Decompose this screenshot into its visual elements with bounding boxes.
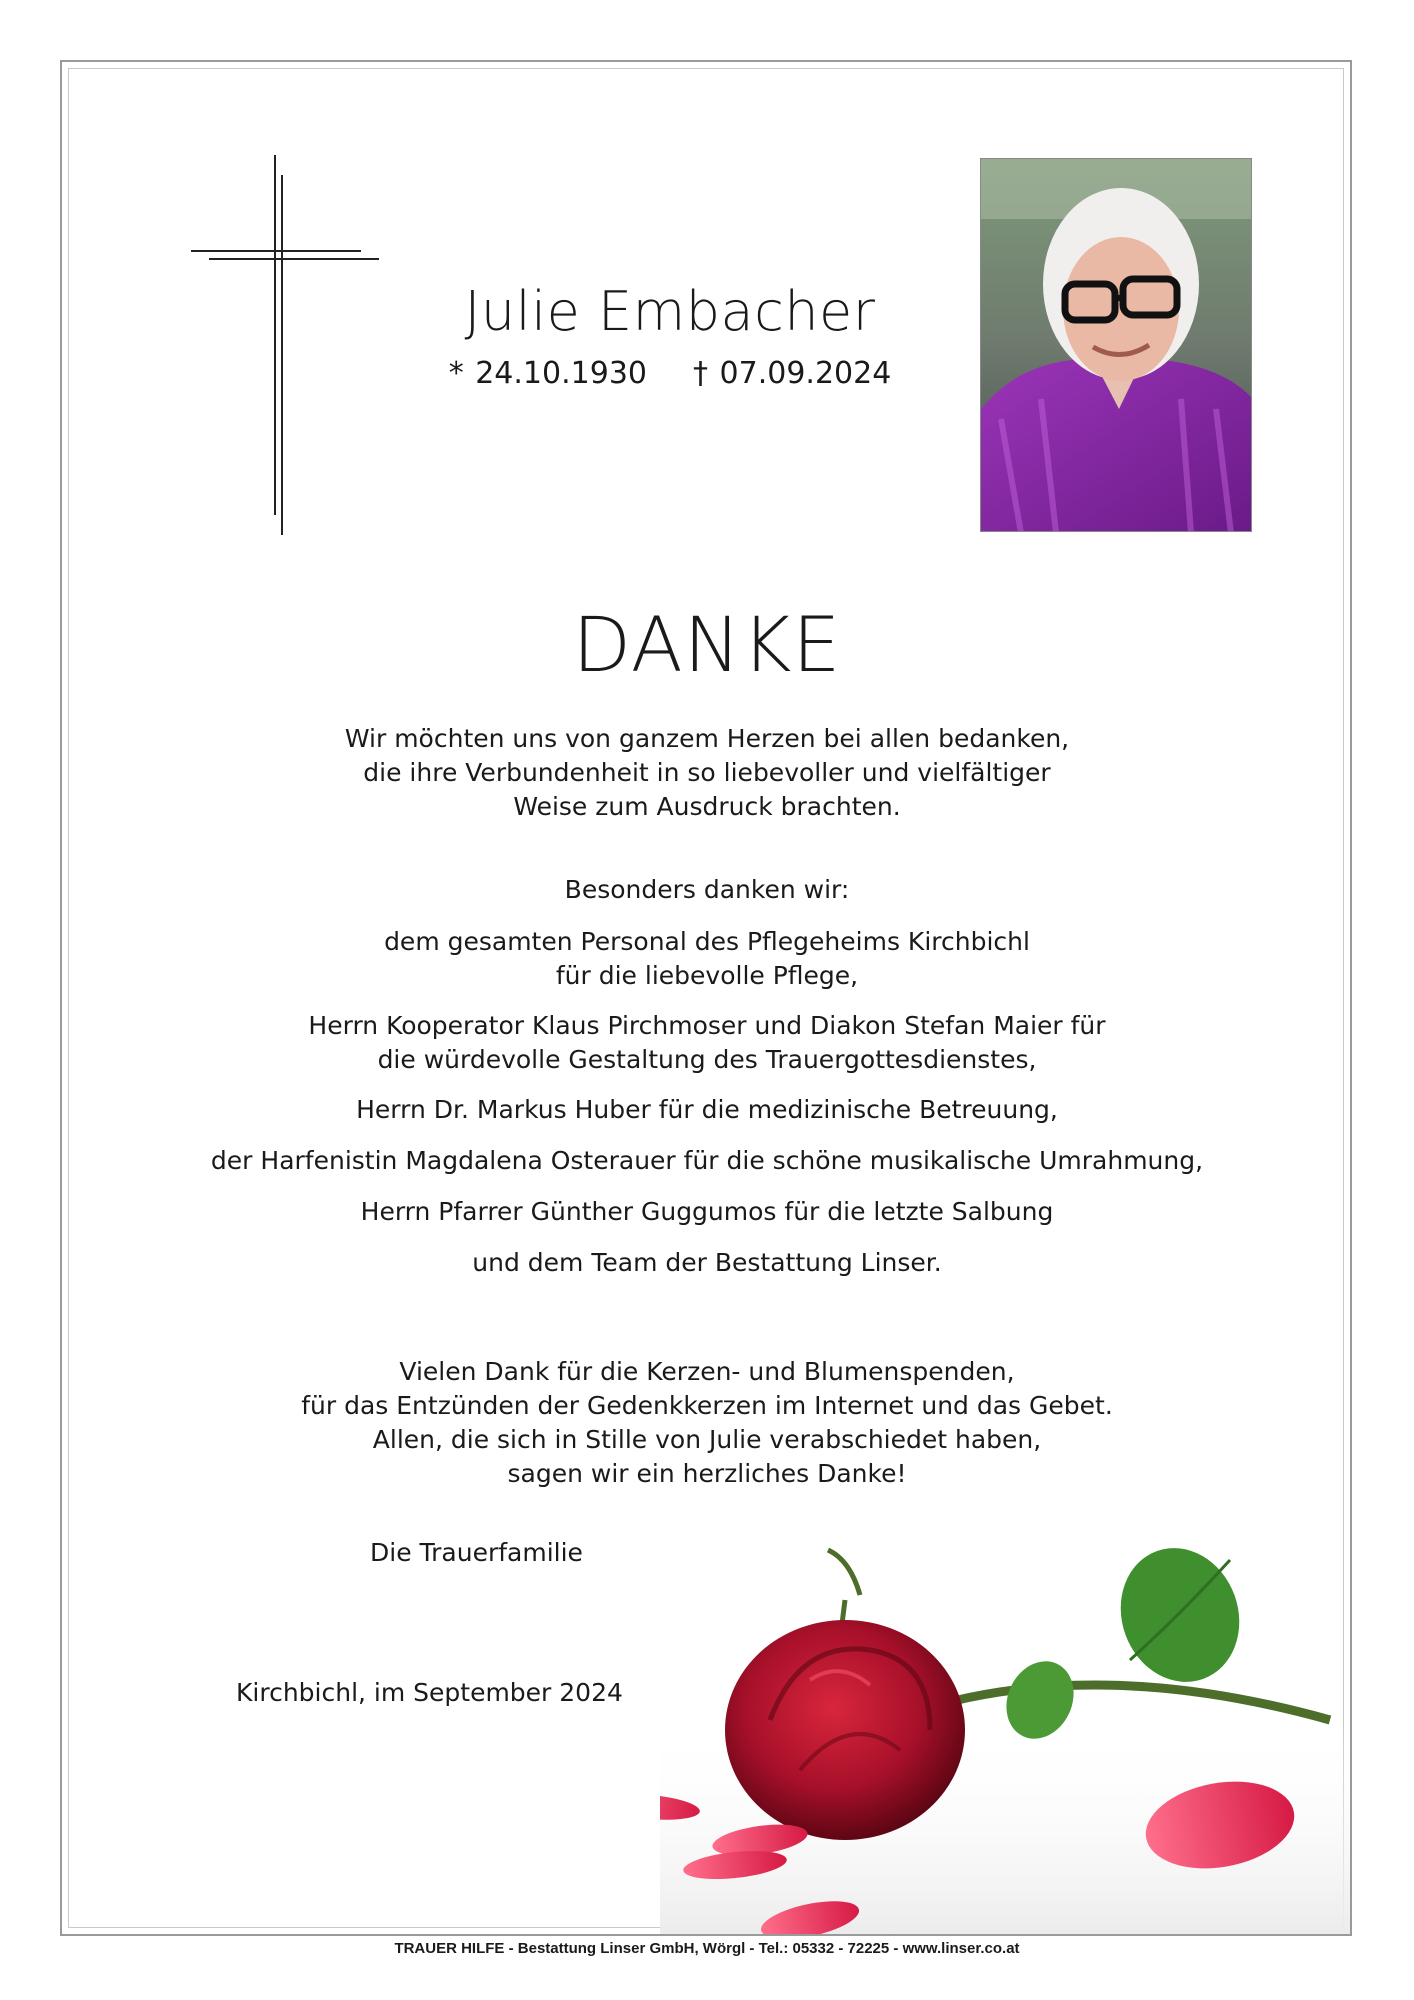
heading-danke: DANKE: [572, 600, 842, 689]
thanks-line: der Harfenistin Magdalena Osterauer für die schöne musikalische Umrahmung,: [210, 1146, 1204, 1175]
intro-line: Weise zum Ausdruck brachten.: [513, 792, 901, 821]
place-date: Kirchbichl, im September 2024: [236, 1678, 623, 1707]
death-date: † 07.09.2024: [693, 356, 892, 391]
closing-line: Allen, die sich in Stille von Julie verabschiedet haben,: [372, 1425, 1042, 1454]
closing-line: Vielen Dank für die Kerzen- und Blumenspenden,: [399, 1357, 1015, 1386]
intro-line: die ihre Verbundenheit in so liebevoller und vielfältiger: [363, 758, 1051, 787]
thanks-line: für die liebevolle Pflege,: [555, 961, 859, 990]
thanks-line: Herrn Kooperator Klaus Pirchmoser und Diakon Stefan Maier für: [308, 1011, 1106, 1040]
birth-date: * 24.10.1930: [448, 356, 647, 391]
rose-illustration: [660, 1520, 1350, 1934]
closing-line: sagen wir ein herzliches Danke!: [507, 1459, 907, 1488]
thanks-item: [157, 925, 1257, 993]
family-signature: Die Trauerfamilie: [370, 1538, 583, 1567]
intro-paragraph: [157, 722, 1257, 824]
thanks-line: die würdevolle Gestaltung des Trauergottesdienstes,: [377, 1045, 1037, 1074]
portrait-photo: [980, 158, 1252, 532]
thanks-line: Herrn Pfarrer Günther Guggumos für die letzte Salbung: [360, 1197, 1054, 1226]
closing-paragraph: [157, 1355, 1257, 1491]
closing-line: für das Entzünden der Gedenkkerzen im Internet und das Gebet.: [301, 1391, 1113, 1420]
thanks-item: [157, 1144, 1257, 1178]
deceased-name: Julie Embacher: [464, 280, 876, 343]
special-intro: Besonders danken wir:: [564, 875, 850, 904]
thanks-item: [157, 1093, 1257, 1127]
thanks-line: dem gesamten Personal des Pflegeheims Kirchbichl: [384, 927, 1030, 956]
thanks-line: Herrn Dr. Markus Huber für die medizinische Betreuung,: [356, 1095, 1058, 1124]
life-dates: [400, 356, 940, 391]
footer-credit: TRAUER HILFE - Bestattung Linser GmbH, Wörgl - Tel.: 05332 - 72225 - www.linser.co.at: [394, 1940, 1020, 1957]
thanks-item: [157, 1195, 1257, 1229]
intro-line: Wir möchten uns von ganzem Herzen bei allen bedanken,: [344, 724, 1070, 753]
thanks-item: [157, 1246, 1257, 1280]
cross-icon: [185, 155, 385, 535]
thanks-line: und dem Team der Bestattung Linser.: [472, 1248, 942, 1277]
thanks-item: [157, 1009, 1257, 1077]
